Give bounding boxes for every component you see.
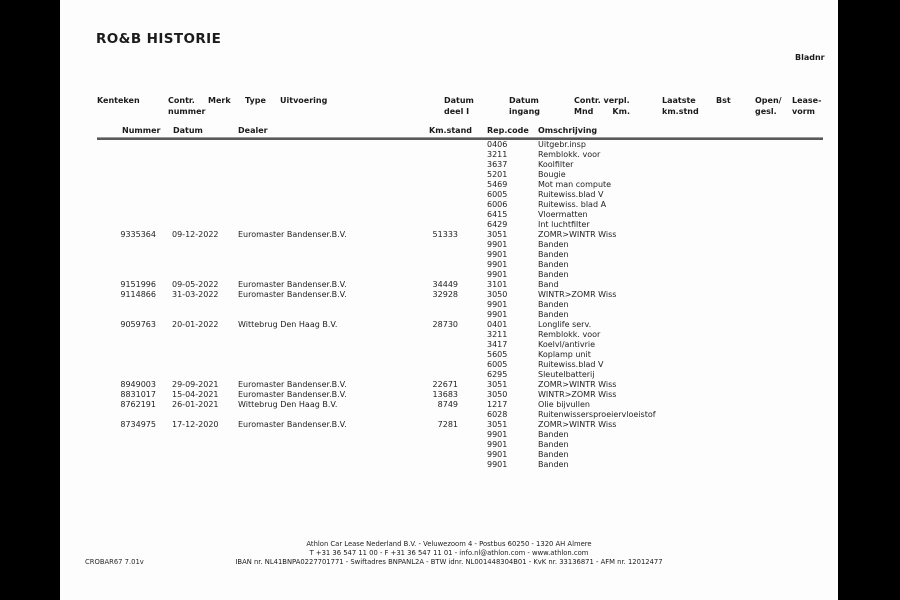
cell-dealer: Euromaster Bandenser.B.V. [238, 290, 347, 299]
right-black-band [838, 0, 900, 600]
col-header-kenteken-label: Kenteken [97, 96, 140, 105]
cell-omschrijving: Olie bijvullen [538, 400, 590, 409]
col-header-bst-label: Bst [716, 96, 731, 105]
cell-omschrijving: Ruitewiss.blad V [538, 360, 604, 369]
cell-km-stand: 8749 [437, 400, 458, 409]
footer-address-block [60, 540, 838, 568]
cell-rep-code: 9901 [487, 460, 508, 469]
cell-omschrijving: Banden [538, 270, 569, 279]
table-row [60, 430, 838, 440]
col-header-km-label: Km. [612, 106, 630, 116]
cell-km-stand: 7281 [437, 420, 458, 429]
cell-rep-code: 9901 [487, 240, 508, 249]
report-version-label: CROBAR67 7.01v [85, 558, 144, 566]
footer-line-company: Athlon Car Lease Nederland B.V. - Veluwezoom 4 - Postbus 60250 - 1320 AH Almere [306, 540, 592, 548]
cell-rep-code: 9901 [487, 300, 508, 309]
cell-omschrijving: Banden [538, 310, 569, 319]
cell-rep-code: 6295 [487, 370, 508, 379]
col-header-datum-deel-i [444, 96, 474, 117]
cell-dealer: Wittebrug Den Haag B.V. [238, 320, 338, 329]
table-row [60, 200, 838, 210]
cell-rep-code: 5201 [487, 170, 508, 179]
col-header-contr-line2: nummer [168, 106, 206, 116]
table-row [60, 290, 838, 300]
cell-omschrijving: Mot man compute [538, 180, 612, 189]
subheader-rep-code: Rep.code [487, 126, 529, 135]
cell-omschrijving: Banden [538, 240, 569, 249]
table-row [60, 140, 838, 150]
cell-omschrijving: Band [538, 280, 559, 289]
table-row [60, 190, 838, 200]
cell-rep-code: 3050 [487, 390, 508, 399]
table-row [60, 370, 838, 380]
col-header-lease-line1: Lease- [792, 96, 822, 105]
table-row [60, 160, 838, 170]
cell-nummer: 9151996 [120, 280, 156, 289]
table-row [60, 250, 838, 260]
cell-rep-code: 3051 [487, 380, 508, 389]
col-header-mnd-km [574, 107, 630, 118]
cell-omschrijving: Ruitewiss. blad A [538, 200, 607, 209]
col-header-contr-verpl [574, 96, 630, 117]
cell-nummer: 8762191 [120, 400, 156, 409]
footer-line-bank: IBAN nr. NL41BNPA0227701771 - Swiftadres BNPANL2A - BTW idnr. NL001448304B01 - KvK nr. 33136871 - AFM nr. 12012477 [235, 558, 663, 567]
col-header-laatste-kmstnd [662, 96, 699, 117]
cell-rep-code: 3211 [487, 330, 508, 339]
table-row [60, 450, 838, 460]
cell-omschrijving: Remblokk. voor [538, 150, 601, 159]
table-row [60, 230, 838, 240]
table-row [60, 310, 838, 320]
col-header-mnd-label: Mnd [574, 106, 594, 116]
col-header-datum-ingang-line1: Datum [509, 96, 539, 105]
left-black-band [0, 0, 60, 600]
cell-nummer: 9059763 [120, 320, 156, 329]
cell-dealer: Euromaster Bandenser.B.V. [238, 380, 347, 389]
subheader-dealer: Dealer [238, 126, 268, 135]
col-header-kenteken [97, 96, 140, 107]
cell-rep-code: 9901 [487, 260, 508, 269]
subheader-nummer: Nummer [122, 126, 161, 135]
col-header-datum-deel-line1: Datum [444, 96, 474, 105]
cell-omschrijving: Sleutelbatterij [538, 370, 595, 379]
cell-rep-code: 3417 [487, 340, 508, 349]
cell-nummer: 8949003 [120, 380, 156, 389]
cell-omschrijving: Banden [538, 440, 569, 449]
col-header-merk [208, 96, 231, 107]
cell-nummer: 9335364 [120, 230, 156, 239]
cell-km-stand: 13683 [432, 390, 458, 399]
footer-line-contact: T +31 36 547 11 00 - F +31 36 547 11 01 - info.nl@athlon.com - www.athlon.com [309, 549, 589, 558]
cell-omschrijving: Koolfilter [538, 160, 574, 169]
table-row [60, 440, 838, 450]
cell-rep-code: 9901 [487, 310, 508, 319]
col-header-datum-ingang [509, 96, 540, 117]
col-header-laatste-line2: km.stnd [662, 106, 699, 116]
col-header-uitvoering [280, 96, 327, 107]
cell-omschrijving: Banden [538, 260, 569, 269]
cell-rep-code: 3211 [487, 150, 508, 159]
cell-km-stand: 22671 [432, 380, 458, 389]
cell-rep-code: 9901 [487, 250, 508, 259]
cell-rep-code: 6005 [487, 360, 508, 369]
table-row [60, 300, 838, 310]
cell-omschrijving: Uitgebr.insp [538, 140, 586, 149]
table-row [60, 180, 838, 190]
cell-rep-code: 3050 [487, 290, 508, 299]
cell-omschrijving: Koplamp unit [538, 350, 591, 359]
table-row [60, 360, 838, 370]
cell-km-stand: 28730 [432, 320, 458, 329]
table-row [60, 420, 838, 430]
cell-dealer: Euromaster Bandenser.B.V. [238, 390, 347, 399]
cell-nummer: 8734975 [120, 420, 156, 429]
col-header-lease-line2: vorm [792, 106, 815, 116]
table-row [60, 410, 838, 420]
table-row [60, 340, 838, 350]
cell-rep-code: 3051 [487, 230, 508, 239]
col-header-open-line2: gesl. [755, 106, 777, 116]
table-row [60, 280, 838, 290]
table-row [60, 260, 838, 270]
col-header-merk-label: Merk [208, 96, 231, 105]
table-row [60, 380, 838, 390]
cell-nummer: 9114866 [120, 290, 156, 299]
col-header-laatste-line1: Laatste [662, 96, 696, 105]
cell-omschrijving: Ruitenwissersproeiervloeistof [538, 410, 656, 419]
cell-omschrijving: Ruitewiss.blad V [538, 190, 604, 199]
cell-nummer: 8831017 [120, 390, 156, 399]
cell-rep-code: 9901 [487, 450, 508, 459]
table-row [60, 460, 838, 470]
cell-rep-code: 6005 [487, 190, 508, 199]
cell-rep-code: 6429 [487, 220, 508, 229]
cell-rep-code: 6006 [487, 200, 508, 209]
col-header-datum-ingang-line2: ingang [509, 106, 540, 116]
cell-omschrijving: Banden [538, 450, 569, 459]
cell-dealer: Euromaster Bandenser.B.V. [238, 280, 347, 289]
cell-omschrijving: WINTR>ZOMR Wiss [538, 290, 617, 299]
col-header-contr-line1: Contr. [168, 96, 195, 105]
cell-dealer: Euromaster Bandenser.B.V. [238, 420, 347, 429]
table-row [60, 170, 838, 180]
table-row [60, 390, 838, 400]
cell-rep-code: 0406 [487, 140, 508, 149]
col-header-bst [716, 96, 731, 107]
cell-datum: 20-01-2022 [172, 320, 219, 329]
col-header-contr-verpl-line1: Contr. verpl. [574, 96, 630, 105]
table-row [60, 330, 838, 340]
cell-omschrijving: Longlife serv. [538, 320, 592, 329]
cell-omschrijving: Int luchtfilter [538, 220, 590, 229]
cell-datum: 15-04-2021 [172, 390, 219, 399]
table-row [60, 150, 838, 160]
cell-datum: 09-12-2022 [172, 230, 219, 239]
cell-rep-code: 5605 [487, 350, 508, 359]
cell-omschrijving: ZOMR>WINTR Wiss [538, 420, 617, 429]
cell-omschrijving: Banden [538, 250, 569, 259]
table-row [60, 270, 838, 280]
cell-rep-code: 0401 [487, 320, 508, 329]
cell-omschrijving: Banden [538, 300, 569, 309]
cell-omschrijving: Banden [538, 460, 569, 469]
table-row [60, 220, 838, 230]
cell-dealer: Euromaster Bandenser.B.V. [238, 230, 347, 239]
col-header-contr-nummer [168, 96, 205, 117]
col-header-uitvoering-label: Uitvoering [280, 96, 328, 105]
cell-omschrijving: WINTR>ZOMR Wiss [538, 390, 617, 399]
page-title: RO&B HISTORIE [96, 31, 222, 47]
report-page [60, 0, 838, 600]
table-row [60, 400, 838, 410]
cell-dealer: Wittebrug Den Haag B.V. [238, 400, 338, 409]
cell-datum: 26-01-2021 [172, 400, 219, 409]
cell-datum: 31-03-2022 [172, 290, 219, 299]
table-row [60, 210, 838, 220]
cell-rep-code: 9901 [487, 430, 508, 439]
cell-omschrijving: Remblokk. voor [538, 330, 601, 339]
col-header-lease-vorm [792, 96, 821, 117]
cell-km-stand: 51333 [432, 230, 458, 239]
page-number-label: Bladnr [795, 53, 825, 62]
col-header-type [245, 96, 266, 107]
cell-datum: 17-12-2020 [172, 420, 219, 429]
table-row [60, 350, 838, 360]
cell-datum: 09-05-2022 [172, 280, 219, 289]
cell-rep-code: 9901 [487, 440, 508, 449]
subheader-datum: Datum [173, 126, 203, 135]
cell-rep-code: 3051 [487, 420, 508, 429]
cell-rep-code: 1217 [487, 400, 508, 409]
cell-rep-code: 9901 [487, 270, 508, 279]
cell-rep-code: 5469 [487, 180, 508, 189]
subheader-omschrijving: Omschrijving [538, 126, 598, 135]
cell-rep-code: 3101 [487, 280, 508, 289]
table-row [60, 240, 838, 250]
col-header-type-label: Type [245, 96, 266, 105]
cell-datum: 29-09-2021 [172, 380, 219, 389]
col-header-datum-deel-line2: deel I [444, 106, 470, 116]
col-header-open-gesl [755, 96, 782, 117]
cell-omschrijving: Koelvl/antivrie [538, 340, 596, 349]
cell-km-stand: 32928 [432, 290, 458, 299]
table-rows [60, 140, 838, 470]
cell-omschrijving: Bougie [538, 170, 566, 179]
subheader-km-stand: Km.stand [429, 126, 472, 135]
cell-omschrijving: ZOMR>WINTR Wiss [538, 380, 617, 389]
col-header-open-line1: Open/ [755, 96, 782, 105]
cell-omschrijving: ZOMR>WINTR Wiss [538, 230, 617, 239]
cell-km-stand: 34449 [432, 280, 458, 289]
cell-omschrijving: Banden [538, 430, 569, 439]
cell-omschrijving: Vloermatten [538, 210, 588, 219]
cell-rep-code: 3637 [487, 160, 508, 169]
cell-rep-code: 6415 [487, 210, 508, 219]
table-row [60, 320, 838, 330]
cell-rep-code: 6028 [487, 410, 508, 419]
